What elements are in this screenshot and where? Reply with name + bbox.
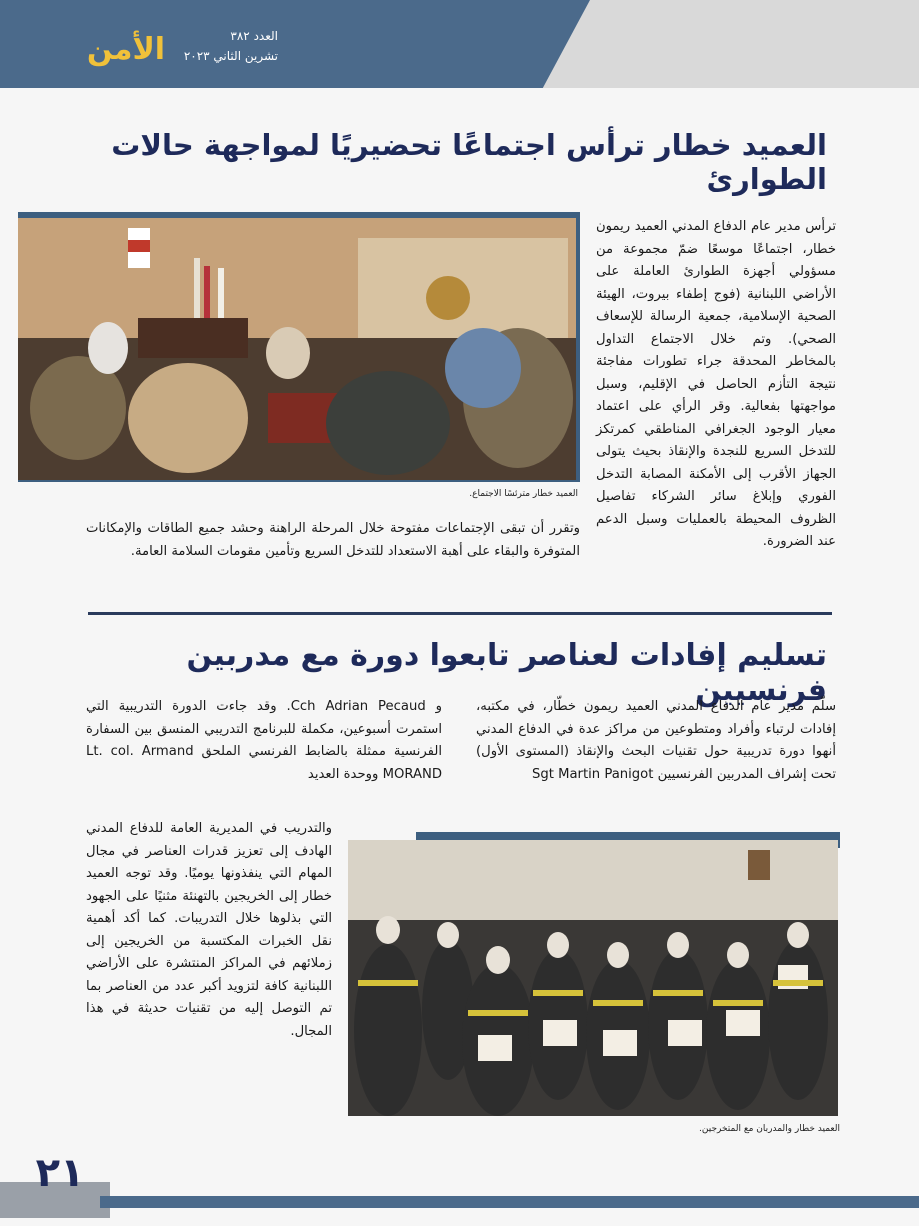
graduates-photo (348, 840, 838, 1116)
page-number: ٢١ (35, 1150, 85, 1196)
article2-body-right: سلّم مدير عام الدفاع المدني العميد ريمون خطّار، في مكتبه، إفادات لرتباء وأفراد ومتطوعين من مراكز عدة في الدفاع المدني أنهوا دورة تدريبية حول تقنيات البحث والإنقاذ (المستوى الأول) تحت إشراف المدربين الفرنسيين Sgt Martin Panigot (476, 699, 836, 782)
article2-title: تسليم إفادات لعناصر تابعوا دورة مع مدربين فرنسيين (186, 638, 827, 708)
photo2-caption: العميد خطار والمدربان مع المتخرجين. (699, 1124, 840, 1134)
article2-body-left-top: و Cch Adrian Pecaud. وقد جاءت الدورة التدريبية التي استمرت أسبوعين، مكملة للبرنامج التدريبي المنسق بين السفارة الفرنسية ممثلة بالضابط الفرنسي الملحق Lt. col. Armand MORAND ووحدة العديد (86, 699, 443, 782)
photo1-caption: العميد خطار مترئسًا الاجتماع. (469, 489, 578, 499)
article1-title: العميد خطار ترأس اجتماعًا تحضيريًا لمواجهة حالات الطوارئ (111, 128, 827, 196)
article2-body-left-bottom: والتدريب في المديرية العامة للدفاع المدني الهادف إلى تعزيز قدرات العناصر في مجال المهام التي ينفذونها يوميًا. وقد توجه العميد خطار إلى الخريجين بالتهنئة مثنيًا على الجهود التي بذلوها خلال التدريبات. كما أكد أهمية نقل الخبرات المكتسبة من الخريجين إلى زملائهم في المراكز المنتشرة على الأراضي اللبنانية كافة لتزويد أكبر عدد من العناصر بما تم التوصل إليه من تقنيات حديثة في هذا المجال. (86, 821, 332, 1039)
article1-body-left: وتقرر أن تبقى الإجتماعات مفتوحة خلال المرحلة الراهنة وحشد جميع الطاقات والإمكانات المتوفرة والبقاء على أهبة الاستعداد للتدخل السريع وتأمين مقومات السلامة العامة. (86, 521, 580, 559)
issue-number: العدد ٣٨٢ (230, 29, 278, 43)
footer-blue-line (100, 1196, 919, 1208)
graduates-photo-illustration (348, 840, 838, 1116)
section-divider (88, 612, 832, 615)
issue-date: تشرين الثاني ٢٠٢٣ (183, 49, 278, 63)
magazine-logo: الأمن (86, 32, 166, 67)
article1-body-right: ترأس مدير عام الدفاع المدني العميد ريمون خطار، اجتماعًا موسعًا ضمّ مجموعة من مسؤولي أجهزة الطوارئ العاملة على الأراضي اللبنانية (فوج إطفاء بيروت، الهيئة الصحية الإسلامية، جمعية الرسالة للإسعاف الصحي). وتم خلال الاجتماع التداول بالمخاطر المحدقة جراء تطورات مفاجئة نتيجة التأزم الحاصل في الإقليم، وسبل مواجهتها بفعالية. وقر الرأي على اعتماد معيار الوجود الجغرافي المناطقي كمرتكز للتدخل السريع للنجدة والإنقاذ بحيث يتولى الجهاز الأقرب إلى الأمكنة المصابة التدخل الفوري وإبلاغ سائر الشركاء تفاصيل الظروف المحيطة بالعمليات وسبل الدعم عند الضرورة. (596, 219, 836, 549)
meeting-photo (18, 218, 576, 480)
meeting-photo-illustration (18, 218, 576, 480)
issue-info (168, 26, 278, 66)
